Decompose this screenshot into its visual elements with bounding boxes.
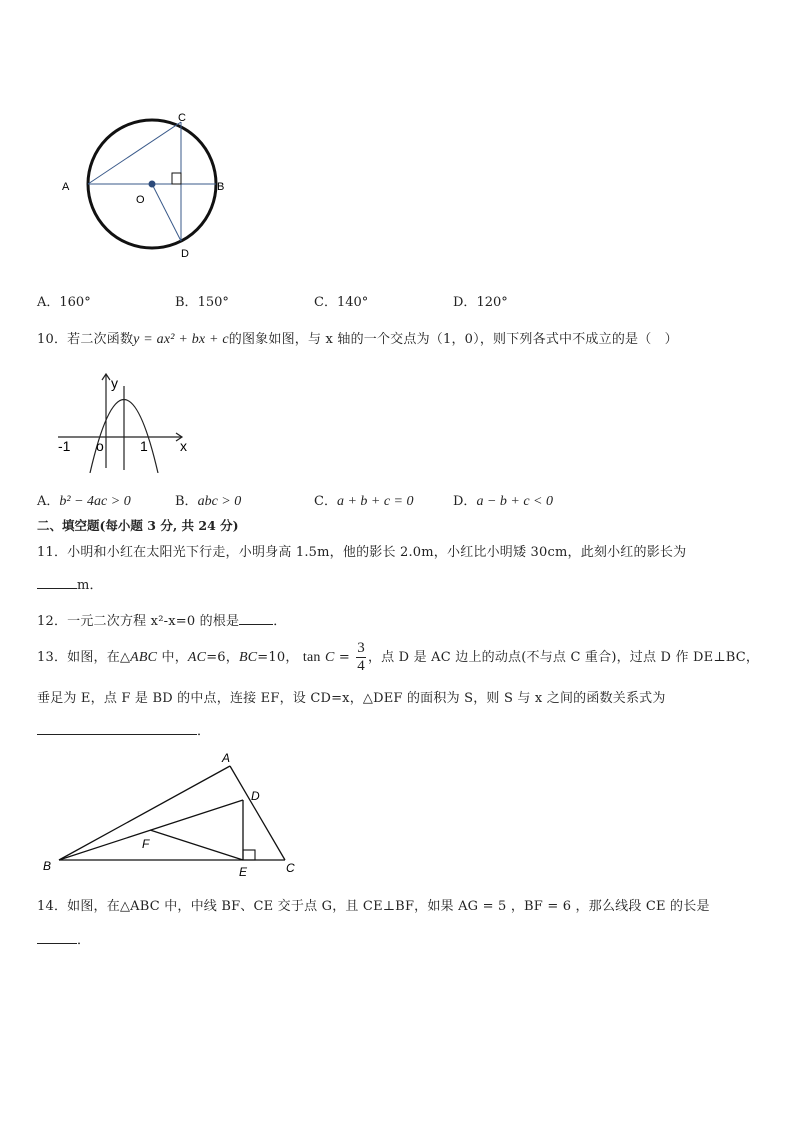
label-b: B [217, 181, 225, 193]
q9-option-a[interactable]: A．160° [37, 295, 91, 310]
q9-option-c[interactable]: C．140° [314, 295, 369, 310]
q10-option-d[interactable]: D．a − b + c < 0 [453, 494, 553, 509]
q14-line2: ． [37, 929, 90, 948]
q10-formula: y = ax² + bx + c [133, 332, 229, 347]
chord-ac [88, 122, 181, 184]
label-y: y [111, 375, 118, 391]
q9-option-d[interactable]: D．120° [453, 295, 508, 310]
q10-text: 10．若二次函数y = ax² + bx + c的图象如图，与 x 轴的一个交点为（1，0），则下列各式中不成立的是（ ） [37, 332, 678, 347]
center-point [149, 181, 156, 188]
triangle-figure [35, 748, 305, 878]
parabola-figure [50, 368, 200, 473]
label-e: E [239, 865, 248, 878]
label-a: A [222, 751, 231, 765]
label-f: F [142, 837, 150, 851]
segment-fe [150, 830, 243, 860]
side-ac [230, 766, 285, 860]
q13-line3: ． [37, 720, 210, 739]
circle-figure [55, 105, 245, 265]
q10-option-b[interactable]: B．abc > 0 [175, 494, 242, 509]
segment-od [152, 184, 181, 241]
label-a: A [62, 181, 70, 193]
label-d: D [251, 789, 260, 803]
section-heading: 二、填空题(每小题 3 分, 共 24 分) [37, 518, 239, 533]
q10-option-a[interactable]: A．b² − 4ac > 0 [37, 494, 131, 509]
q13-line2: 垂足为 E，点 F 是 BD 的中点，连接 EF，设 CD=x，△DEF 的面积为 S，则 S 与 x 之间的函数关系式为 [37, 691, 666, 706]
q12-answer-blank[interactable] [239, 612, 273, 625]
q11-line1: 11．小明和小红在太阳光下行走，小明身高 1.5m，他的影长 2.0m，小红比小明矮 30cm，此刻小红的影长为 [37, 545, 687, 560]
label-origin: o [96, 438, 104, 454]
q14-line1: 14．如图，在△ABC 中，中线 BF、CE 交于点 G，且 CE⊥BF，如果 AG = 5 ，BF = 6 ，那么线段 CE 的长是 [37, 899, 710, 914]
label-c: C [178, 112, 186, 124]
q14-answer-blank[interactable] [37, 931, 77, 944]
q10-option-c[interactable]: C．a + b + c = 0 [314, 494, 414, 509]
label-one: 1 [140, 438, 148, 454]
q11-answer-blank[interactable] [37, 576, 77, 589]
label-c: C [286, 861, 295, 875]
q12-line: 12．一元二次方程 x²-x=0 的根是 ． [37, 614, 287, 629]
q9-option-b[interactable]: B．150° [175, 295, 229, 310]
label-neg1: -1 [58, 438, 71, 454]
q13-line1: 13．如图，在△ABC 中，AC=6，BC=10， tan C = $\frac{3}{4}$ ，点 D 是 AC 边上的动点(不与点 C 重合)，过点 D 作 DE⊥BC， [37, 640, 760, 674]
label-x: x [180, 438, 187, 454]
right-angle-mark [172, 173, 181, 184]
tan-fraction: $\frac{3}{4}$ [357, 640, 365, 674]
right-angle-mark [243, 850, 255, 860]
label-o: O [136, 194, 145, 206]
q11-line2: m． [37, 574, 103, 593]
label-b: B [43, 859, 52, 873]
q13-answer-blank[interactable] [37, 722, 197, 735]
label-d: D [181, 248, 189, 260]
